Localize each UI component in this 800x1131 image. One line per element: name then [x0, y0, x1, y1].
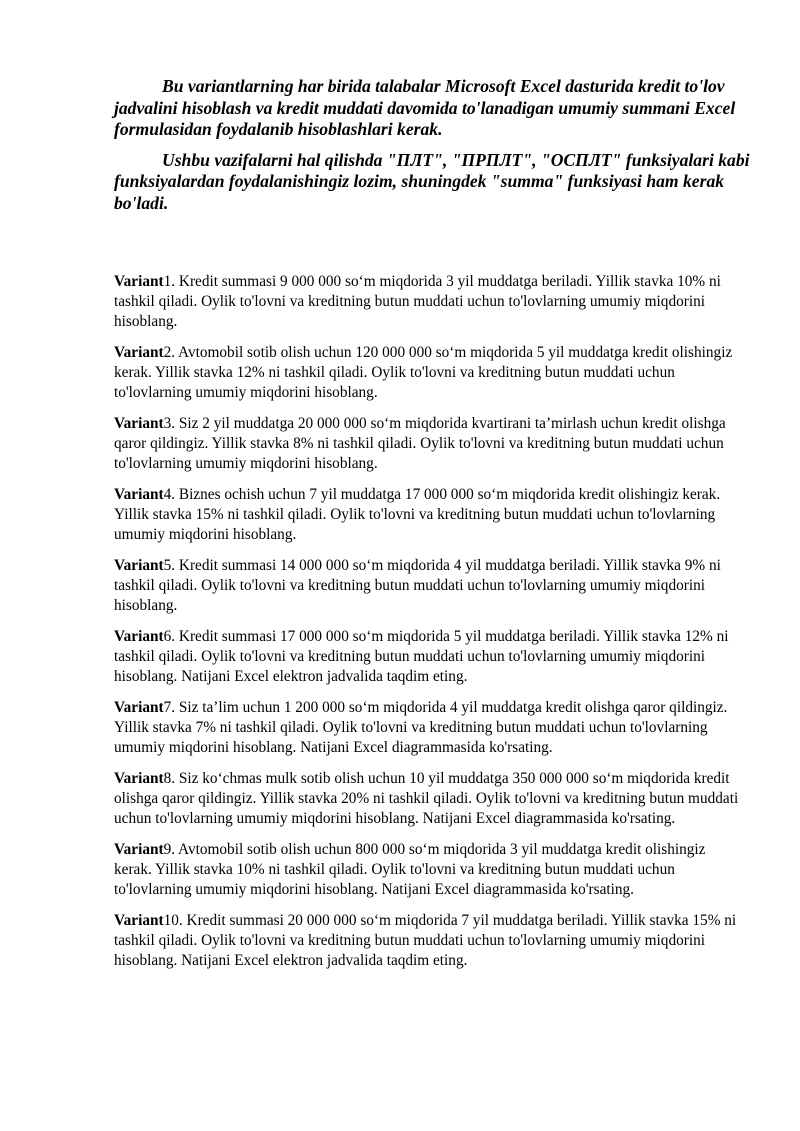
variant-text: . Kredit summasi 20 000 000 so‘m miqdorida 7 yil muddatga beriladi. Yillik stavka 15% ni tashkil qiladi. Oylik to'lovni va kreditning butun muddati uchun to'lovlarning umumiy miqdorini hisoblang. Natijani Excel elektron jadvalida taqdim eting. [114, 912, 737, 969]
variant-label: Variant [114, 344, 164, 361]
variant-number: 9 [163, 841, 172, 858]
variant-text: . Siz 2 yil muddatga 20 000 000 so‘m miqdorida kvartirani ta’mirlash uchun kredit olishga qaror qildingiz. Yillik stavka 8% ni tashkil qiladi. Oylik to'lovni va kreditning butun muddati uchun to'lovlarning umumiy miqdorini hisoblang. [114, 415, 726, 472]
variant-6 [114, 627, 744, 687]
variant-label: Variant [114, 699, 164, 716]
variant-1 [114, 272, 744, 332]
variant-number: 2 [163, 344, 172, 361]
variant-number: 8 [163, 770, 172, 787]
variant-label: Variant [114, 912, 164, 929]
variant-label: Variant [114, 557, 164, 574]
intro-paragraph-2: Ushbu vazifalarni hal qilishda "ПЛТ", "ПРПЛТ", "ОСПЛТ" funksiyalari kabi funksiyalardan foydalanishingiz lozim, shuningdek "summa" funksiyasi ham kerak bo'ladi. [114, 149, 750, 213]
variant-number: 1 [163, 273, 172, 290]
variant-label: Variant [114, 841, 164, 858]
variant-text: . Kredit summasi 14 000 000 so‘m miqdorida 4 yil muddatga beriladi. Yillik stavka 9% ni tashkil qiladi. Oylik to'lovni va kreditning butun muddati uchun to'lovlarning umumiy miqdorini hisoblang. [114, 557, 721, 614]
variant-10 [114, 911, 744, 971]
intro-paragraph-1: Bu variantlarning har birida talabalar Microsoft Excel dasturida kredit to'lov jadvalini hisoblash va kredit muddati davomida to'lanadigan umumiy summani Excel formulasidan foydalanib hisoblashlari kerak. [114, 76, 736, 139]
variant-number: 3 [163, 415, 172, 432]
variant-label: Variant [114, 628, 164, 645]
variant-text: . Siz ta’lim uchun 1 200 000 so‘m miqdorida 4 yil muddatga kredit olishga qaror qildingiz. Yillik stavka 7% ni tashkil qiladi. Oylik to'lovni va kreditning butun muddati uchun to'lovlarning umumiy miqdorini hisoblang. Natijani Excel diagrammasida ko'rsating. [114, 699, 728, 756]
variant-text: . Siz ko‘chmas mulk sotib olish uchun 10 yil muddatga 350 000 000 so‘m miqdorida kredit olishga qaror qildingiz. Yillik stavka 20% ni tashkil qiladi. Oylik to'lovni va kreditning butun muddati uchun to'lovlarning umumiy miqdorini hisoblang. Natijani Excel diagrammasida ko'rsating. [114, 770, 739, 827]
variant-9 [114, 840, 744, 900]
variant-label: Variant [114, 273, 164, 290]
variant-number: 4 [163, 486, 172, 503]
variant-number: 10 [163, 912, 179, 929]
variant-text: . Avtomobil sotib olish uchun 800 000 so‘m miqdorida 3 yil muddatga kredit olishingiz kerak. Yillik stavka 10% ni tashkil qiladi. Oylik to'lovni va kreditning butun muddati uchun to'lovlarning umumiy miqdorini hisoblang. Natijani Excel diagrammasida ko'rsating. [114, 841, 706, 898]
variant-4 [114, 485, 744, 545]
variant-3 [114, 414, 744, 474]
variant-text: . Biznes ochish uchun 7 yil muddatga 17 000 000 so‘m miqdorida kredit olishingiz kerak. Yillik stavka 15% ni tashkil qiladi. Oylik to'lovni va kreditning butun muddati uchun to'lovlarning umumiy miqdorini hisoblang. [114, 486, 721, 543]
variant-text: . Kredit summasi 17 000 000 so‘m miqdorida 5 yil muddatga beriladi. Yillik stavka 12% ni tashkil qiladi. Oylik to'lovni va kreditning butun muddati uchun to'lovlarning umumiy miqdorini hisoblang. Natijani Excel elektron jadvalida taqdim eting. [114, 628, 729, 685]
variant-number: 6 [163, 628, 172, 645]
variant-label: Variant [114, 486, 164, 503]
variant-label: Variant [114, 415, 164, 432]
variant-7 [114, 698, 744, 758]
variant-text: . Kredit summasi 9 000 000 so‘m miqdorida 3 yil muddatga beriladi. Yillik stavka 10% ni tashkil qiladi. Oylik to'lovni va kreditning butun muddati uchun to'lovlarning umumiy miqdorini hisoblang. [114, 273, 721, 330]
variant-label: Variant [114, 770, 164, 787]
variant-text: . Avtomobil sotib olish uchun 120 000 000 so‘m miqdorida 5 yil muddatga kredit olishingiz kerak. Yillik stavka 12% ni tashkil qiladi. Oylik to'lovni va kreditning butun muddati uchun to'lovlarning umumiy miqdorini hisoblang. [114, 344, 733, 401]
variant-number: 5 [163, 557, 172, 574]
variant-list [114, 272, 744, 982]
variant-8 [114, 769, 744, 829]
variant-2 [114, 343, 744, 403]
variant-5 [114, 556, 744, 616]
intro-section [114, 76, 754, 223]
variant-number: 7 [163, 699, 172, 716]
